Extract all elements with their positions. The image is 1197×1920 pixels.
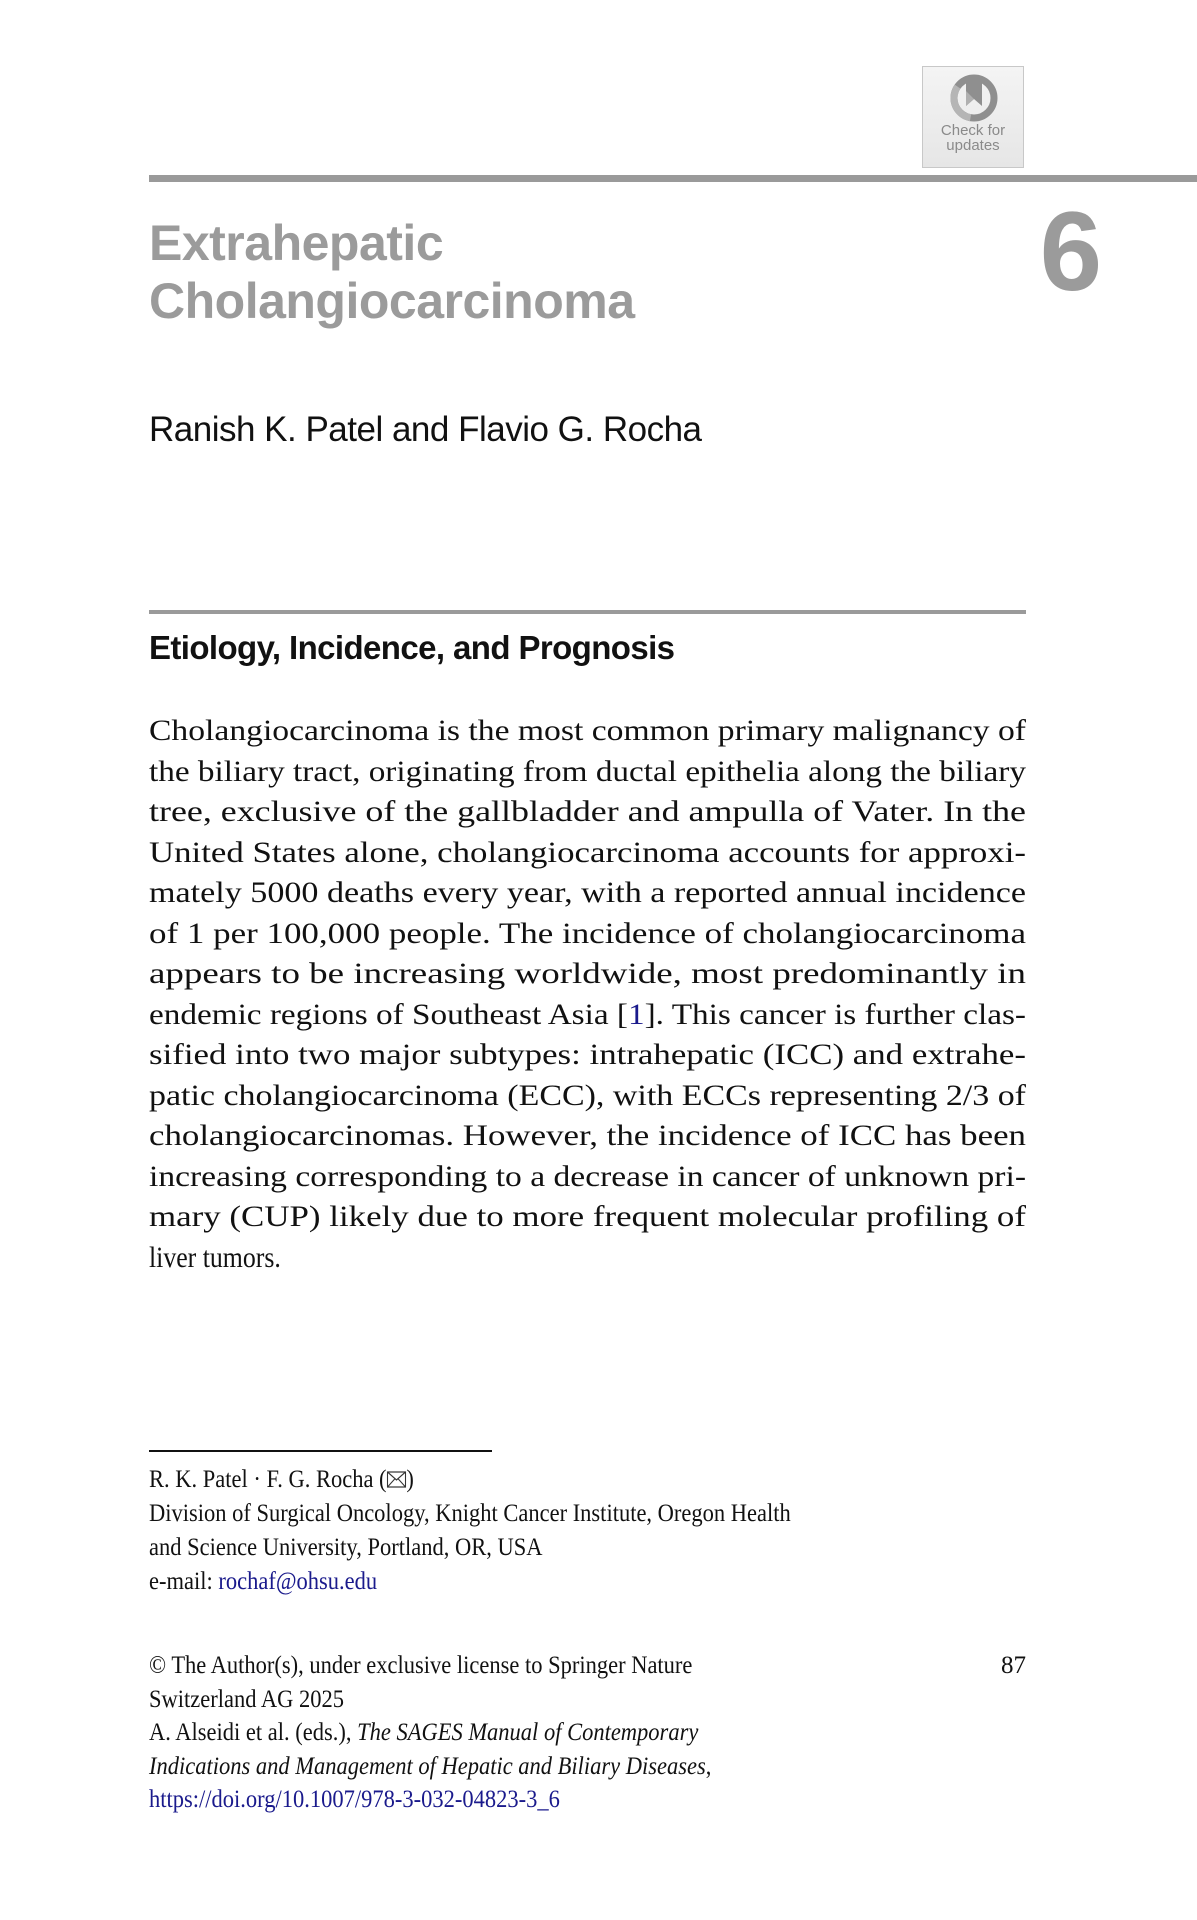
footnote-rule [149,1450,492,1452]
body-line-text: tree, exclusive of the gallbladder and ampulla of Vater. In the [149,795,1026,828]
chapter-title-line-1: Extrahepatic [149,215,444,271]
body-line-tail: . This cancer is further clas- [655,997,1026,1031]
body-line-text: endemic regions of Southeast Asia [149,997,617,1031]
citation-line-2: Indications and Management of Hepatic and Biliary Diseases, [149,1752,712,1780]
email-link[interactable]: rochaf@ohsu.edu [218,1568,378,1595]
body-line [149,995,1026,1036]
email-label: e-mail: [149,1568,219,1595]
body-line-text: sified into two major subtypes: intrahepatic (ICC) and extrahe- [149,1038,1026,1071]
doi-link[interactable]: https://doi.org/10.1007/978-3-032-04823-3_6 [149,1786,560,1813]
doi-line [149,1783,938,1817]
body-line [149,1157,1026,1198]
book-title-part-2: Indications and Management of Hepatic and Biliary Diseases [149,1752,706,1780]
top-rule [149,175,1197,182]
body-line-with-ref [149,995,1026,1036]
bookmark-ring-icon [949,73,999,123]
body-line [149,1116,1026,1157]
body-line-text: patic cholangiocarcinoma (ECC), with ECCs representing 2/3 of [149,1078,1026,1112]
copyright-line-2: Switzerland AG 2025 [149,1685,344,1713]
body-line [149,1076,1026,1117]
reference-link-1[interactable]: 1 [627,997,645,1031]
section-heading: Etiology, Incidence, and Prognosis [149,629,675,666]
body-line [149,954,1026,995]
body-line [149,711,1026,752]
check-for-updates-badge[interactable] [922,66,1024,168]
body-paragraph [149,711,1026,1278]
body-line-text: increasing corresponding to a decrease in cancer of unknown pri- [149,1159,1026,1193]
body-line-text: cholangiocarcinomas. However, the incidence of ICC has been [149,1119,1026,1152]
body-line-text: Cholangiocarcinoma is the most common primary malignancy of [149,714,1026,747]
body-line-last [149,1238,1026,1279]
copyright-line-1: © The Author(s), under exclusive license to Springer Nature [149,1652,693,1679]
footnote-authors: R. K. Patel · F. G. Rocha ( ) [149,1466,414,1493]
chapter-number: 6 [1039,189,1102,314]
badge-line-1: Check for [940,122,1006,139]
body-line-text: mary (CUP) likely due to more frequent molecular profiling of [149,1200,1026,1233]
section-rule [149,610,1026,614]
chapter-title-line-2: Cholangiocarcinoma [149,273,635,329]
body-line [149,833,1026,874]
body-line-text: the biliary tract, originating from ductal epithelia along the biliary [149,754,1026,788]
ref-bracket-open: [ [616,997,628,1031]
book-title-part-1: The SAGES Manual of Contemporary [357,1719,699,1746]
body-line [149,792,1026,833]
footnote-affiliation-2: and Science University, Portland, OR, USA [149,1534,543,1561]
badge-text [923,123,1023,153]
body-line [149,1035,1026,1076]
body-line [149,914,1026,955]
author-footnote [149,1463,1026,1599]
ref-bracket-close: ] [644,997,656,1031]
copyright-block [149,1649,1026,1817]
body-line [149,752,1026,793]
body-line [149,1197,1026,1238]
body-line-text: liver tumors. [149,1240,281,1274]
footnote-email [149,1565,938,1599]
body-line-text: of 1 per 100,000 people. The incidence of cholangiocarcinoma [149,916,1026,950]
body-line-text: mately 5000 deaths every year, with a reported annual incidence [149,876,1026,909]
chapter-title [149,214,849,330]
citation-line-1: A. Alseidi et al. (eds.), The SAGES Manual of Contemporary [149,1719,699,1746]
body-line-text: appears to be increasing worldwide, most predominantly in [149,957,1026,990]
chapter-authors: Ranish K. Patel and Flavio G. Rocha [149,410,702,449]
body-line [149,873,1026,914]
badge-line-2: updates [946,137,1000,154]
body-line-text: United States alone, cholangiocarcinoma accounts for approxi- [149,835,1026,869]
footnote-affiliation-1: Division of Surgical Oncology, Knight Cancer Institute, Oregon Health [149,1500,791,1527]
page-number: 87 [1001,1652,1026,1679]
envelope-icon[interactable] [387,1471,407,1488]
